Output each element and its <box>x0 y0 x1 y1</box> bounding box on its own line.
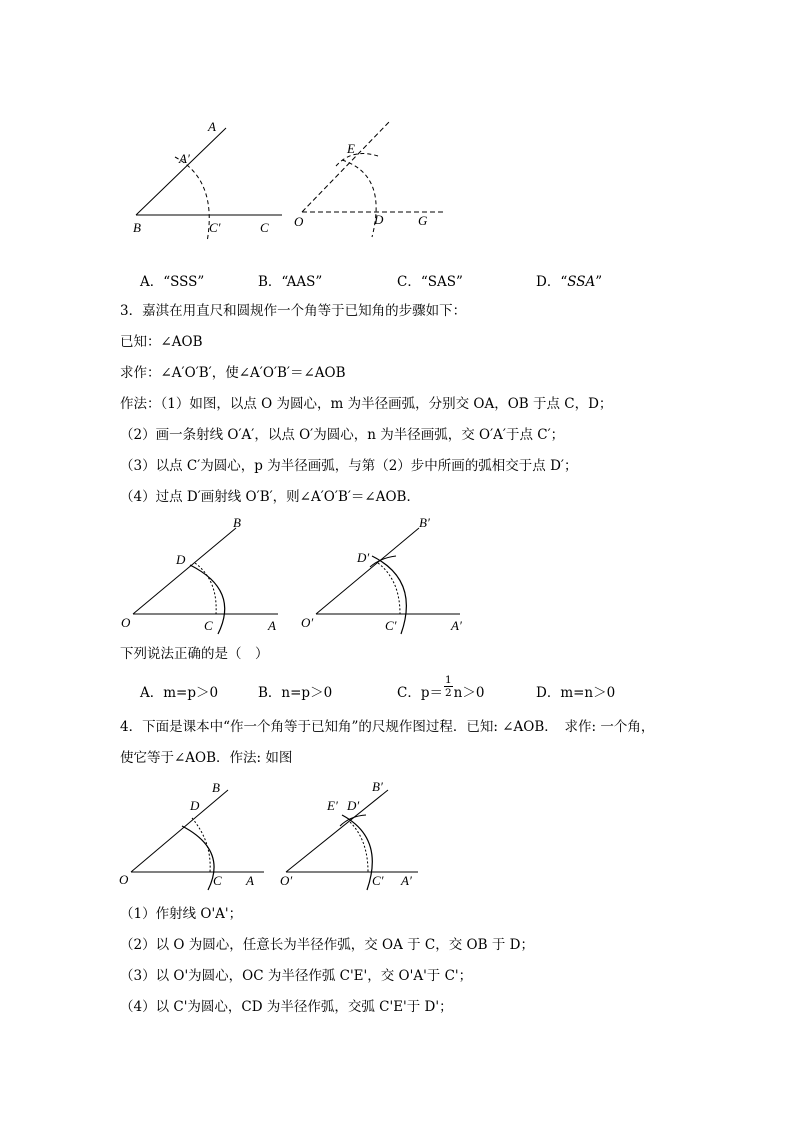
label-C-prime: C′ <box>209 220 221 235</box>
label-C: C <box>204 618 213 633</box>
label-E: E <box>347 141 355 156</box>
q4-step2: （2）以 O 为圆心，任意长为半径作弧，交 OA 于 C，交 OB 于 D； <box>120 937 534 953</box>
label-O-prime: O′ <box>280 873 293 888</box>
q2-option-d-text: SSA <box>567 274 596 290</box>
q2-option-a: A．“SSS” <box>140 274 205 290</box>
label-O: O <box>121 615 131 630</box>
label-B-prime: B′ <box>419 515 430 530</box>
q2-option-d-suffix: ” <box>595 274 603 290</box>
q4-step1: （1）作射线 O'A'； <box>120 906 243 922</box>
q2-option-c: C．“SAS” <box>397 274 463 290</box>
label-A: A <box>246 873 254 888</box>
q4-line2: 使它等于∠AOB．作法: 如图 <box>120 750 293 766</box>
label-B: B <box>233 515 241 530</box>
q3-step3: （3）以点 C′为圆心，p 为半径画弧，与第（2）步中所画的弧相交于点 D′； <box>120 458 578 474</box>
label-D-prime: D′ <box>357 550 370 565</box>
q3-option-a: A．m=p＞0 <box>140 685 219 701</box>
label-B: B <box>133 220 141 235</box>
q3-step2: （2）画一条射线 O′A′，以点 O′为圆心，n 为半径画弧，交 O′A′于点 C′； <box>120 427 565 443</box>
q3-stem: 3．嘉淇在用直尺和圆规作一个角等于已知角的步骤如下： <box>120 303 467 319</box>
q3-option-c-prefix: C．p＝ <box>397 685 443 701</box>
q3-find: 求作：∠A′O′B′，使∠A′O′B′＝∠AOB <box>120 365 346 381</box>
label-C: C <box>260 220 269 235</box>
q4-line1: 4．下面是课本中“作一个角等于已知角”的尺规作图过程．已知: ∠AOB． 求作: 一个角， <box>120 719 655 735</box>
label-O: O <box>294 214 304 229</box>
label-A: A <box>208 119 216 134</box>
label-C: C <box>213 873 222 888</box>
arc-c-e-prime <box>342 815 372 890</box>
label-O-prime: O′ <box>301 615 314 630</box>
q4-step4: （4）以 C'为圆心，CD 为半径作弧，交弧 C'E'于 D'； <box>120 999 453 1015</box>
label-D-prime: D′ <box>347 798 360 813</box>
q3-option-b: B．n=p＞0 <box>258 685 333 701</box>
fraction-denominator: 2 <box>444 687 452 699</box>
fraction-numerator: 1 <box>444 674 452 686</box>
q2-option-d-prefix: D．“ <box>536 274 568 290</box>
label-C-prime: C′ <box>385 618 397 633</box>
label-D: D <box>374 212 384 227</box>
q3-option-d: D．m=n＞0 <box>536 685 616 701</box>
q3-option-c-suffix: n＞0 <box>453 685 485 701</box>
q3-question: 下列说法正确的是（ ） <box>120 646 269 662</box>
label-A: A <box>268 618 276 633</box>
label-C-prime: C′ <box>372 873 384 888</box>
q3-known: 已知：∠AOB <box>120 334 203 350</box>
label-A-prime: A′ <box>179 151 190 166</box>
q4-step3: （3）以 O'为圆心，OC 为半径作弧 C'E'，交 O'A'于 C'； <box>120 968 473 984</box>
q3-step1: 作法：（1）如图，以点 O 为圆心，m 为半径画弧，分别交 OA，OB 于点 C，D； <box>120 396 613 412</box>
label-G: G <box>418 213 428 228</box>
label-B-prime: B′ <box>372 779 383 794</box>
label-B: B <box>212 780 220 795</box>
label-A-prime: A′ <box>451 618 462 633</box>
label-D: D <box>190 798 200 813</box>
q2-option-b: B．“AAS” <box>258 274 323 290</box>
label-A-prime: A′ <box>401 873 412 888</box>
label-E-prime: E′ <box>327 798 338 813</box>
label-D: D <box>176 552 186 567</box>
chord-d-c-prime <box>350 822 368 872</box>
q3-step4: （4）过点 D′画射线 O′B′，则∠A′O′B′＝∠AOB． <box>120 489 420 505</box>
label-O: O <box>119 872 129 887</box>
